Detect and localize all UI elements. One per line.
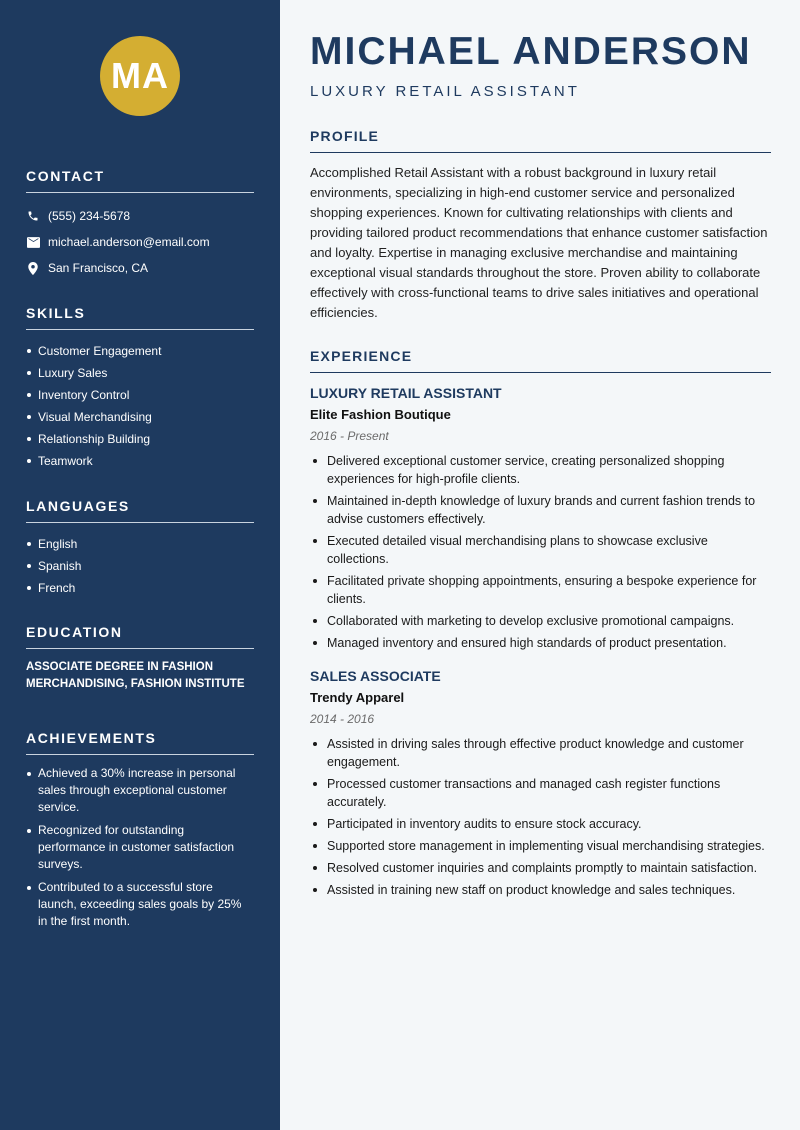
- skills-list: [26, 340, 254, 472]
- skills-section: [26, 305, 254, 472]
- language-item: Spanish: [26, 555, 254, 577]
- contact-email: [26, 229, 254, 255]
- skill-item: Inventory Control: [26, 384, 254, 406]
- sidebar: [0, 0, 280, 1130]
- skill-item: Relationship Building: [26, 428, 254, 450]
- skill-item: Luxury Sales: [26, 362, 254, 384]
- job-company: Trendy Apparel: [310, 690, 405, 705]
- job-bullet: Executed detailed visual merchandising plans to showcase exclusive collections.: [310, 532, 771, 568]
- experience-section: [310, 348, 771, 913]
- job-title: SALES ASSOCIATE: [310, 668, 441, 684]
- contact-heading: CONTACT: [26, 168, 254, 193]
- phone-icon: [26, 209, 40, 223]
- skill-item: Teamwork: [26, 450, 254, 472]
- job-company: Elite Fashion Boutique: [310, 407, 451, 422]
- profile-heading: PROFILE: [310, 128, 771, 153]
- skill-item: Visual Merchandising: [26, 406, 254, 428]
- languages-heading: LANGUAGES: [26, 498, 254, 523]
- job-bullet: Supported store management in implementing visual merchandising strategies.: [310, 837, 771, 855]
- job-dates: 2016 - Present: [310, 429, 389, 443]
- job-bullet: Collaborated with marketing to develop exclusive promotional campaigns.: [310, 612, 771, 630]
- languages-section: [26, 498, 254, 599]
- education-heading: EDUCATION: [26, 624, 254, 649]
- job-bullet: Resolved customer inquiries and complaints promptly to maintain satisfaction.: [310, 859, 771, 877]
- candidate-title: LUXURY RETAIL ASSISTANT: [310, 83, 580, 100]
- location-pin-icon: [26, 261, 40, 275]
- achievement-item: Recognized for outstanding performance in customer satisfaction surveys.: [26, 822, 254, 873]
- email-icon: [26, 235, 40, 249]
- languages-list: [26, 533, 254, 599]
- job-bullet: Maintained in-depth knowledge of luxury brands and current fashion trends to advise customers effectively.: [310, 492, 771, 528]
- profile-section: [310, 128, 771, 323]
- job-bullets: [310, 735, 771, 899]
- job-title: LUXURY RETAIL ASSISTANT: [310, 385, 502, 401]
- candidate-name: MICHAEL ANDERSON: [310, 30, 752, 73]
- job-bullet: Delivered exceptional customer service, creating personalized shopping experiences for high-profile clients.: [310, 452, 771, 488]
- contact-section: [26, 168, 254, 281]
- experience-heading: EXPERIENCE: [310, 348, 771, 373]
- contact-phone: [26, 203, 254, 229]
- skill-item: Customer Engagement: [26, 340, 254, 362]
- language-item: English: [26, 533, 254, 555]
- avatar: MA: [100, 36, 180, 116]
- profile-text: Accomplished Retail Assistant with a robust background in luxury retail environments, specializing in high-end customer service and personalized shopping experiences. Known for cultivating relationships with clients and providing tailored product recommendations that enhance customer satisfaction and loyalty. Expertise in managing exclusive merchandise and maintaining exceptional visual standards throughout the store. Proven ability to collaborate effectively with cross-functional teams to drive sales initiatives and operational efficiencies.: [310, 165, 768, 320]
- achievement-item: Achieved a 30% increase in personal sales through exceptional customer service.: [26, 765, 254, 816]
- phone-text: (555) 234-5678: [48, 209, 131, 223]
- achievements-heading: ACHIEVEMENTS: [26, 730, 254, 755]
- education-degree: ASSOCIATE DEGREE IN FASHION MERCHANDISING, FASHION INSTITUTE: [26, 661, 245, 690]
- job-bullet: Managed inventory and ensured high standards of product presentation.: [310, 634, 771, 652]
- email-text: michael.anderson@email.com: [48, 235, 210, 249]
- location-text: San Francisco, CA: [48, 261, 149, 275]
- language-item: French: [26, 577, 254, 599]
- achievement-item: Contributed to a successful store launch, exceeding sales goals by 25% in the first month.: [26, 879, 254, 930]
- achievements-section: [26, 730, 254, 936]
- job-entry: [310, 383, 771, 652]
- job-dates: 2014 - 2016: [310, 712, 375, 726]
- job-bullet: Participated in inventory audits to ensure stock accuracy.: [310, 815, 771, 833]
- job-bullet: Assisted in driving sales through effective product knowledge and customer engagement.: [310, 735, 771, 771]
- contact-location: [26, 255, 254, 281]
- main-content: [280, 0, 800, 1130]
- job-bullet: Processed customer transactions and managed cash register functions accurately.: [310, 775, 771, 811]
- education-section: [26, 624, 254, 693]
- job-bullet: Facilitated private shopping appointments, ensuring a bespoke experience for clients.: [310, 572, 771, 608]
- achievements-list: [26, 765, 254, 930]
- job-entry: [310, 666, 771, 899]
- job-bullets: [310, 452, 771, 652]
- job-bullet: Assisted in training new staff on product knowledge and sales techniques.: [310, 881, 771, 899]
- skills-heading: SKILLS: [26, 305, 254, 330]
